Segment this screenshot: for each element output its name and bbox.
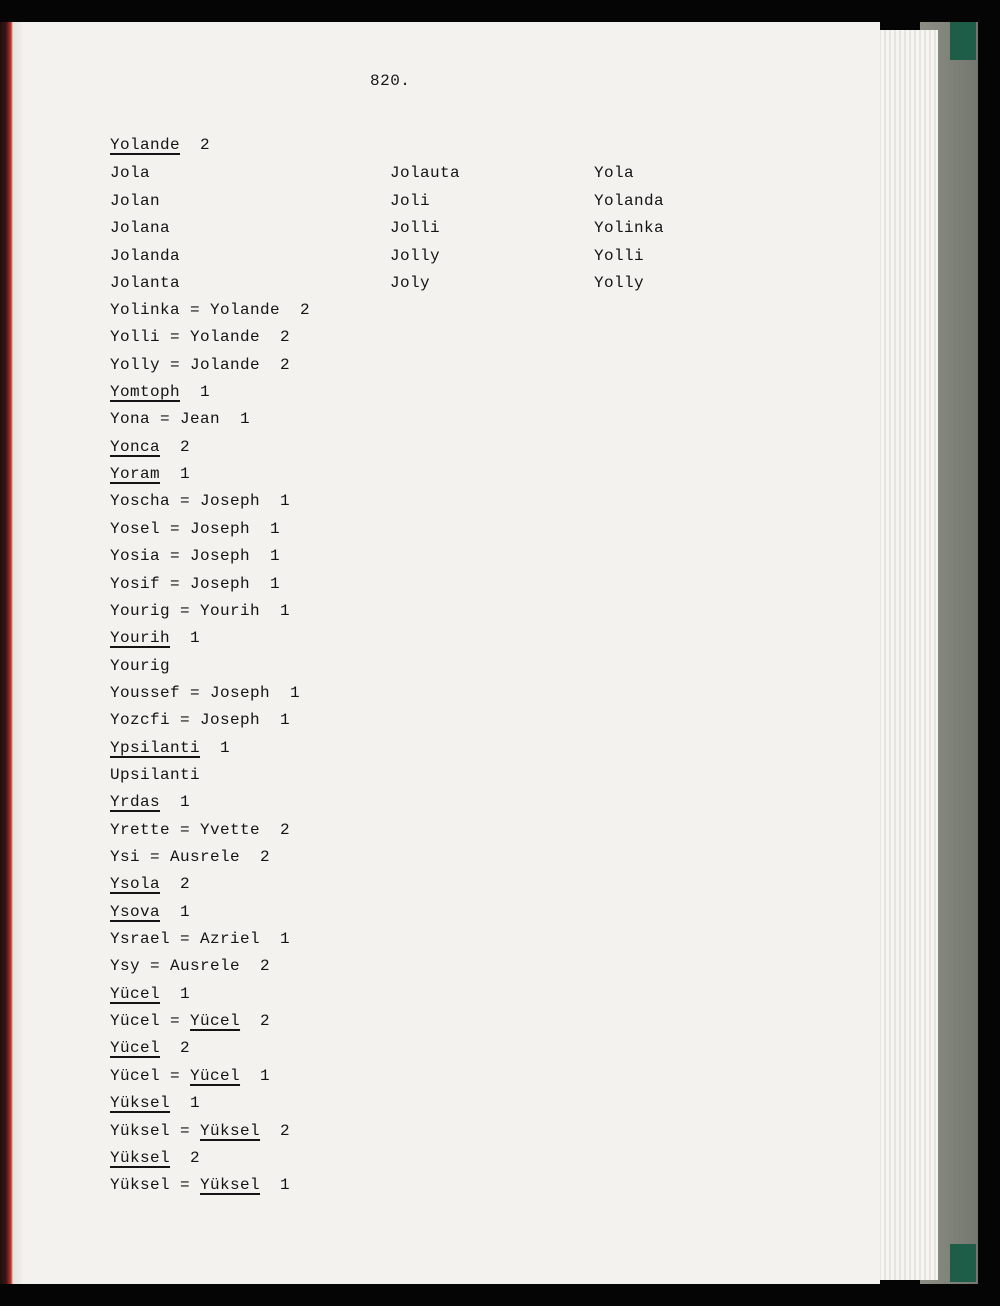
name-entry (110, 1175, 290, 1195)
entry-name: Yolinka = Yolande (110, 301, 281, 319)
entry-count: 2 (260, 1012, 271, 1031)
name-entry (110, 710, 290, 730)
entry-count: 1 (270, 574, 281, 593)
entry-count: 1 (220, 738, 231, 757)
entry-count: 2 (260, 848, 271, 866)
page-number: 820. (370, 72, 411, 90)
name-entry (110, 656, 170, 676)
variant-name: Yolinka (594, 219, 665, 237)
entry-name: Ysrael = Azriel (110, 930, 261, 949)
variant-name: Jolauta (390, 164, 461, 182)
variant-name: Jolanta (110, 274, 181, 292)
name-entry (110, 409, 250, 429)
variant-name: Jolana (110, 219, 171, 237)
entry-count: 1 (280, 1176, 291, 1195)
variant-name: Jolanda (110, 246, 181, 265)
name-entry (110, 574, 280, 594)
entry-reference: Yücel (190, 1012, 241, 1031)
entry-name: Yosel = Joseph (110, 519, 251, 538)
entry-reference: Yüksel (200, 1121, 261, 1140)
entry-count: 2 (180, 1039, 191, 1058)
entry-name: Ysi = Ausrele (110, 848, 241, 866)
entry-count: 1 (270, 519, 281, 538)
cover-corner-bottom (950, 1244, 976, 1282)
entry-name: Yomtoph (110, 383, 181, 402)
entry-count: 1 (270, 547, 281, 566)
entry-name: Yozcfi = Joseph (110, 711, 261, 730)
name-entry (110, 1093, 200, 1113)
entry-count: 2 (180, 875, 191, 894)
entry-name: Yücel = (110, 1012, 191, 1031)
entry-reference: Yüksel (200, 1176, 261, 1195)
entry-count: 1 (180, 465, 191, 484)
entry-count: 2 (280, 820, 291, 839)
name-entry (110, 820, 290, 840)
name-entry (110, 902, 190, 922)
entry-count: 1 (280, 711, 291, 730)
entry-name: Yonca (110, 437, 161, 456)
name-entry (110, 437, 190, 457)
entry-name: Yücel (110, 984, 161, 1003)
name-entry (110, 546, 280, 566)
entry-name: Yoscha = Joseph (110, 492, 261, 511)
name-entry (110, 464, 190, 484)
name-entry (110, 683, 300, 703)
cover-corner-top (950, 22, 976, 60)
name-entry (110, 382, 210, 402)
entry-count: 1 (180, 902, 191, 921)
name-entry (110, 956, 270, 976)
name-entry (110, 355, 290, 375)
variant-name: Jolly (390, 246, 441, 265)
name-entry (110, 135, 210, 155)
left-page-edge (0, 22, 24, 1284)
name-entry (110, 1038, 190, 1058)
name-entry (110, 738, 230, 758)
variant-name: Yolli (594, 246, 645, 265)
entry-count: 1 (240, 410, 251, 429)
entry-name: Yosif = Joseph (110, 574, 251, 593)
variant-name: Jolan (110, 191, 161, 210)
entry-count: 1 (280, 492, 291, 511)
variant-name: Joli (390, 191, 431, 210)
entry-count: 2 (300, 301, 311, 319)
entry-count: 2 (200, 136, 211, 154)
entry-name: Yosia = Joseph (110, 547, 251, 566)
entry-name: Ypsilanti (110, 738, 201, 757)
name-entry (110, 491, 290, 511)
variant-name: Yola (594, 164, 635, 182)
name-entry (110, 765, 200, 785)
name-entry (110, 1066, 270, 1086)
entry-name: Yourig (110, 656, 171, 675)
name-entry (110, 1148, 200, 1168)
name-entry (110, 874, 190, 894)
variant-name: Yolanda (594, 191, 665, 210)
entry-name: Yrdas (110, 793, 161, 812)
name-entry (110, 929, 290, 949)
entry-name: Ysova (110, 902, 161, 921)
entry-count: 2 (260, 957, 271, 976)
entry-count: 1 (200, 383, 211, 402)
entry-reference: Yücel (190, 1066, 241, 1085)
entry-name: Ysola (110, 875, 161, 894)
entry-count: 2 (280, 355, 291, 374)
entry-name: Ysy = Ausrele (110, 957, 241, 976)
entry-count: 2 (280, 1121, 291, 1140)
entry-count: 1 (290, 683, 301, 702)
entry-name: Youssef = Joseph (110, 683, 271, 702)
entry-count: 1 (190, 629, 201, 648)
entry-count: 1 (190, 1094, 201, 1113)
entry-count: 2 (180, 437, 191, 456)
name-entry (110, 1011, 270, 1031)
name-entry (110, 519, 280, 539)
entry-count: 1 (280, 601, 291, 620)
entry-count: 1 (180, 984, 191, 1003)
entry-name: Yoram (110, 465, 161, 484)
entry-name: Yüksel = (110, 1176, 201, 1195)
entry-count: 1 (180, 793, 191, 812)
entry-count: 2 (190, 1148, 201, 1167)
entry-name: Yüksel (110, 1094, 171, 1113)
entry-name: Yolly = Jolande (110, 355, 261, 374)
entry-name: Yrette = Yvette (110, 820, 261, 839)
entry-count: 2 (280, 328, 291, 347)
entry-name: Yourih (110, 629, 171, 648)
entry-name: Yona = Jean (110, 410, 221, 429)
name-entry (110, 792, 190, 812)
entry-name: Yourig = Yourih (110, 601, 261, 620)
name-entry (110, 847, 270, 867)
entry-name: Yüksel (110, 1148, 171, 1167)
name-entry (110, 628, 200, 648)
name-entry (110, 601, 290, 621)
name-entry (110, 984, 190, 1004)
entry-name: Yolli = Yolande (110, 328, 261, 347)
entry-name: Yolande (110, 136, 181, 154)
name-entry (110, 327, 290, 347)
entry-name: Yücel (110, 1039, 161, 1058)
variant-name: Jolli (390, 219, 441, 237)
name-entry (110, 300, 310, 320)
name-entry (110, 1121, 290, 1141)
page-stack-edges (876, 30, 938, 1280)
variant-name: Joly (390, 274, 431, 292)
entry-name: Upsilanti (110, 765, 201, 784)
entry-name: Yücel = (110, 1066, 191, 1085)
entry-name: Yüksel = (110, 1121, 201, 1140)
entry-count: 1 (260, 1066, 271, 1085)
variant-name: Yolly (594, 274, 645, 292)
entry-count: 1 (280, 930, 291, 949)
variant-name: Jola (110, 164, 151, 182)
